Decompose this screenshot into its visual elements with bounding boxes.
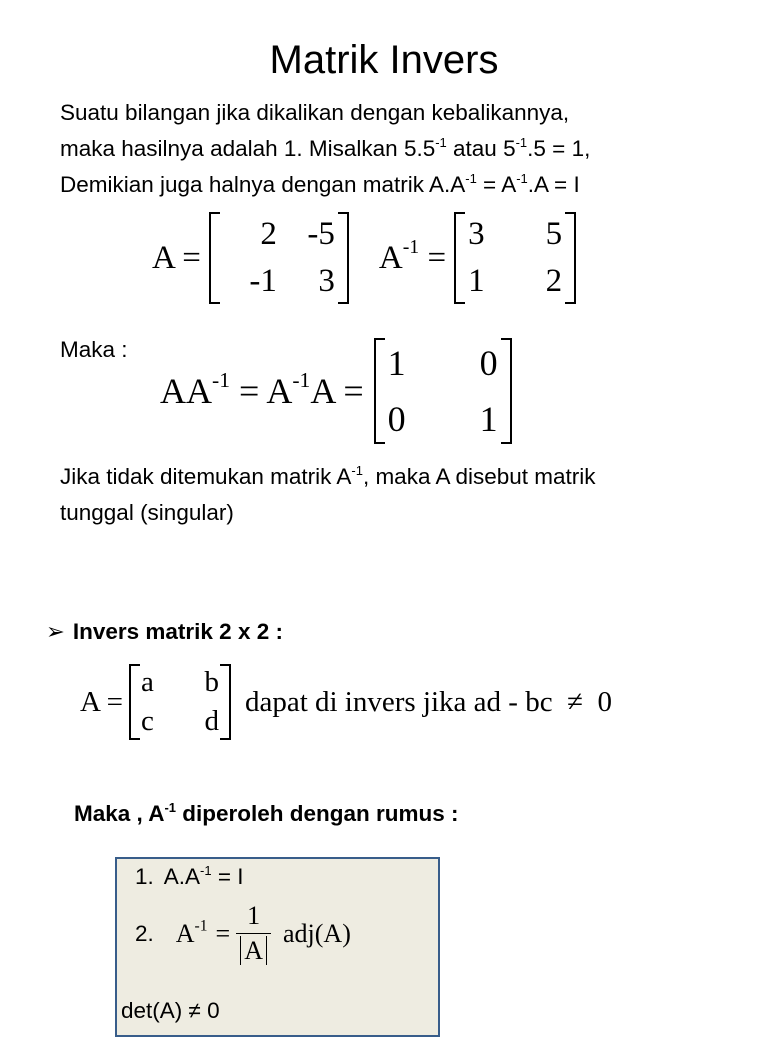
intro-line-3-b: = A	[476, 172, 517, 197]
maka-label: Maka :	[60, 337, 128, 362]
matrix-cell: 0	[387, 399, 406, 439]
general-matrix-equation	[80, 664, 612, 740]
matrix-cell: c	[140, 705, 154, 737]
matrix-a	[209, 212, 349, 304]
matrix-cell: 1	[468, 263, 485, 299]
matrix-cell: 1	[479, 399, 498, 439]
singular-line-1-a: Jika tidak ditemukan matrik A	[60, 464, 352, 489]
intro-line-2-c: .5 = 1,	[527, 136, 591, 161]
intro-line-2-a: maka hasilnya adalah 1. Misalkan 5.5	[60, 136, 436, 161]
intro-line-3-a: Demikian juga halnya dengan matrik A.A	[60, 172, 466, 197]
formula-intro-b: diperoleh dengan rumus :	[176, 801, 459, 826]
matrix-a-label: A =	[152, 239, 201, 276]
superscript: -1	[351, 463, 363, 478]
singular-line-2: tunggal (singular)	[60, 500, 234, 525]
equals-sign: =	[215, 918, 231, 948]
intro-line-1	[60, 95, 569, 131]
matrix-cell: b	[204, 666, 219, 698]
general-matrix	[129, 664, 231, 740]
superscript: -1	[402, 235, 420, 258]
intro-line-3	[60, 167, 580, 203]
fraction-denominator	[236, 933, 271, 966]
formula-item-1-a: A.A	[163, 864, 201, 889]
arrow-bullet-icon: ➢	[46, 619, 65, 645]
formula-item-2-number: 2.	[135, 920, 154, 946]
formula-item-1	[135, 859, 244, 895]
singular-line-1	[60, 459, 596, 495]
matrix-cell: 0	[479, 343, 498, 383]
invertibility-condition: dapat di invers jika ad - bc ≠ 0	[244, 685, 612, 718]
inverse-formula-a: A	[175, 918, 195, 948]
superscript: -1	[200, 863, 212, 878]
matrix-cell: -1	[249, 263, 277, 299]
matrix-ainv-label	[378, 235, 447, 277]
intro-line-1-text: Suatu bilangan jika dikalikan dengan kebalikannya,	[60, 100, 570, 125]
section-heading-text: Invers matrik 2 x 2 :	[72, 619, 283, 644]
formula-intro-a: Maka , A	[74, 801, 165, 826]
superscript: -1	[212, 367, 230, 392]
identity-mid: = A	[230, 371, 293, 411]
formula-item-1-number: 1.	[135, 864, 154, 889]
superscript: -1	[194, 916, 208, 934]
identity-aa: AA	[160, 371, 212, 411]
identity-lhs	[160, 367, 364, 412]
superscript: -1	[515, 135, 528, 150]
determinant-condition: det(A) ≠ 0	[121, 998, 220, 1023]
matrix-definition	[152, 212, 576, 304]
superscript: -1	[516, 171, 528, 186]
matrix-cell: a	[140, 666, 154, 698]
fraction	[236, 901, 271, 966]
matrix-ainv-letter: A	[378, 239, 403, 276]
superscript: -1	[164, 800, 177, 815]
identity-equation	[160, 338, 512, 444]
identity-rhs: A =	[310, 371, 364, 411]
inverse-formula-lhs	[175, 916, 208, 949]
singular-line-1-b: , maka A disebut matrik	[362, 464, 596, 489]
formula-box	[115, 857, 440, 1037]
matrix-cell: 2	[545, 263, 563, 299]
matrix-cell: 2	[260, 216, 277, 252]
matrix-cell: -5	[307, 216, 335, 252]
matrix-a-inverse	[454, 212, 576, 304]
determinant-bars: A	[240, 936, 267, 965]
page-title: Matrik Invers	[269, 38, 499, 82]
equals-sign: =	[427, 239, 447, 276]
matrix-cell: d	[204, 705, 219, 737]
intro-line-3-c: .A = I	[527, 172, 580, 197]
superscript: -1	[465, 171, 477, 186]
formula-item-2	[135, 901, 351, 966]
adjugate-term: adj(A)	[283, 918, 351, 948]
identity-matrix	[374, 338, 512, 444]
general-matrix-label: A =	[80, 685, 123, 718]
inverse-formula	[176, 901, 351, 966]
superscript: -1	[292, 367, 311, 392]
matrix-cell: 3	[318, 263, 335, 299]
formula-intro	[74, 796, 459, 832]
section-heading	[46, 614, 283, 650]
superscript: -1	[435, 135, 447, 150]
matrix-cell: 1	[387, 343, 406, 383]
matrix-cell: 5	[545, 216, 563, 252]
intro-line-2-b: atau 5	[446, 136, 516, 161]
fraction-numerator: 1	[247, 901, 261, 930]
intro-line-2	[60, 131, 590, 167]
matrix-cell: 3	[468, 216, 485, 252]
formula-item-1-b: = I	[211, 864, 244, 889]
